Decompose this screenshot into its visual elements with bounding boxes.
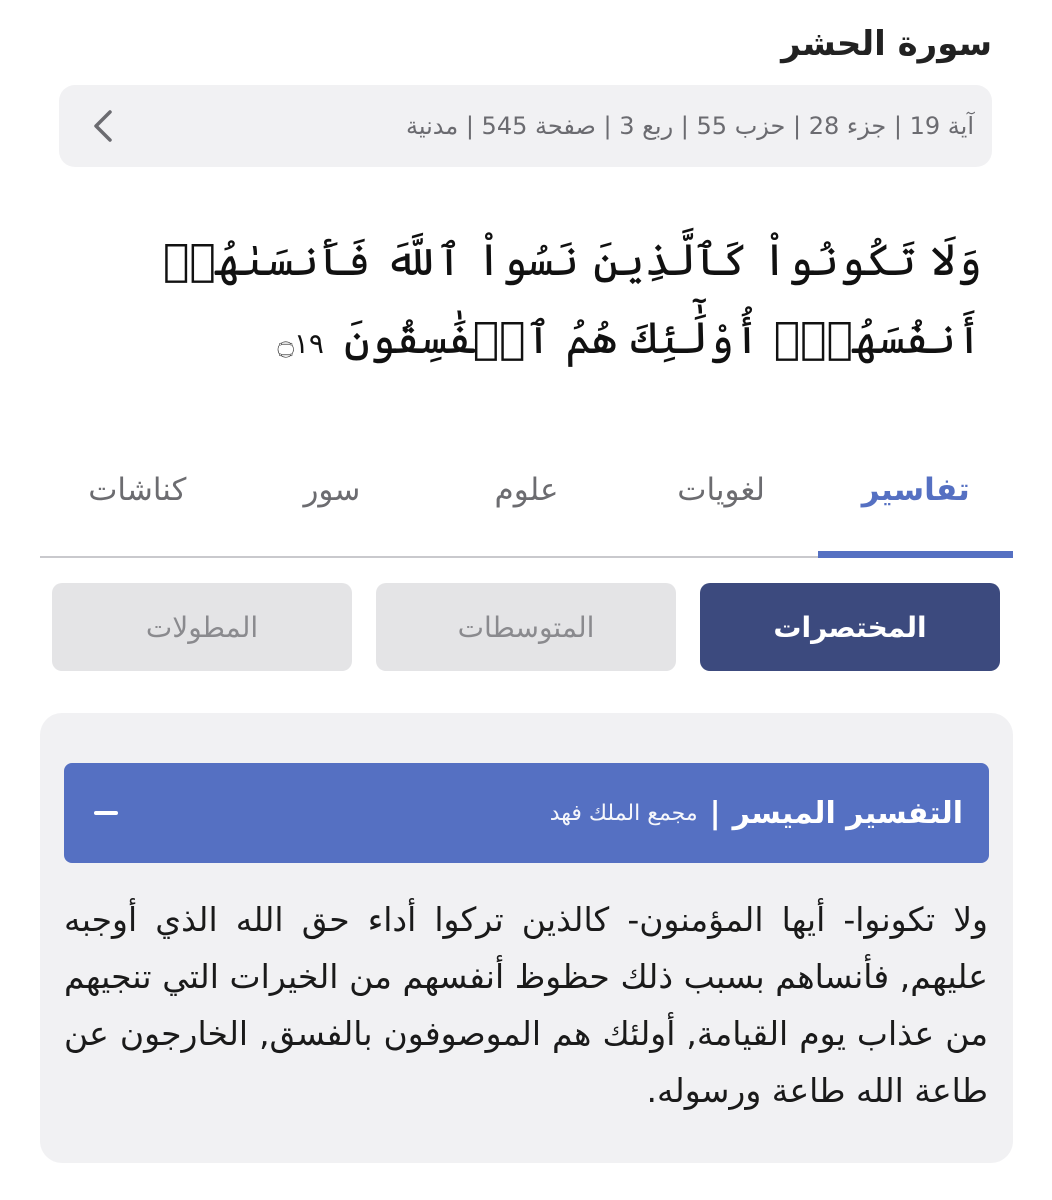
surah-title: سورة الحشر — [781, 24, 992, 64]
tafsir-card — [40, 713, 1013, 1163]
ayah-text-block — [70, 222, 982, 383]
ayah-text: وَلَا تَكُونُواْ كَٱلَّذِينَ نَسُواْ ٱللَّهَ فَأَنسَىٰهُمۡ أَنفُسَهُمۡۚ أُوْلَٰٓئِكَ هُمُ ٱلۡفَٰسِقُونَ — [163, 235, 982, 364]
tab-label: علوم — [494, 472, 559, 508]
tab-bar — [40, 452, 1013, 558]
segment-mutawassitat[interactable]: المتوسطات — [376, 583, 676, 671]
tab-label: كناشات — [88, 472, 187, 508]
tab-label: سور — [303, 472, 361, 508]
segment-mukhtasarat[interactable]: المختصرات — [700, 583, 1000, 671]
tab-uloom[interactable] — [429, 452, 624, 556]
tab-suwar[interactable] — [235, 452, 430, 556]
tafsir-source: مجمع الملك فهد — [549, 800, 698, 826]
tab-lughawiyat[interactable] — [624, 452, 819, 556]
tafsir-header-text — [550, 796, 963, 831]
ayah-meta-bar[interactable] — [59, 85, 992, 167]
tafsir-card-header[interactable] — [64, 763, 989, 863]
ayah-number-mark: ۝١٩ — [277, 327, 324, 360]
tab-label: تفاسير — [861, 472, 970, 508]
tafsir-separator: | — [709, 795, 721, 831]
ayah-meta-text: آية 19 | جزء 28 | حزب 55 | ربع 3 | صفحة 545 | مدنية — [405, 112, 974, 140]
tab-kunnashat[interactable] — [40, 452, 235, 556]
ayah-number: ١٩ — [293, 327, 324, 360]
tab-label: لغويات — [677, 472, 765, 508]
chevron-left-icon[interactable] — [83, 106, 123, 146]
tab-tafasir[interactable] — [818, 452, 1013, 556]
tafsir-length-segmented-control — [52, 583, 1000, 671]
segment-mutawwalat[interactable]: المطولات — [52, 583, 352, 671]
tafsir-body: ولا تكونوا- أيها المؤمنون- كالذين تركوا أداء حق الله الذي أوجبه عليهم, فأنساهم بسبب ذلك حظوظ أنفسهم من الخيرات التي تنجيهم من عذاب يوم القيامة, أولئك هم الموصوفون بالفسق, الخارجون عن طاعة الله طاعة ورسوله. — [64, 900, 988, 1110]
minus-icon[interactable] — [94, 811, 118, 815]
tafsir-title: التفسير الميسر — [732, 795, 963, 831]
